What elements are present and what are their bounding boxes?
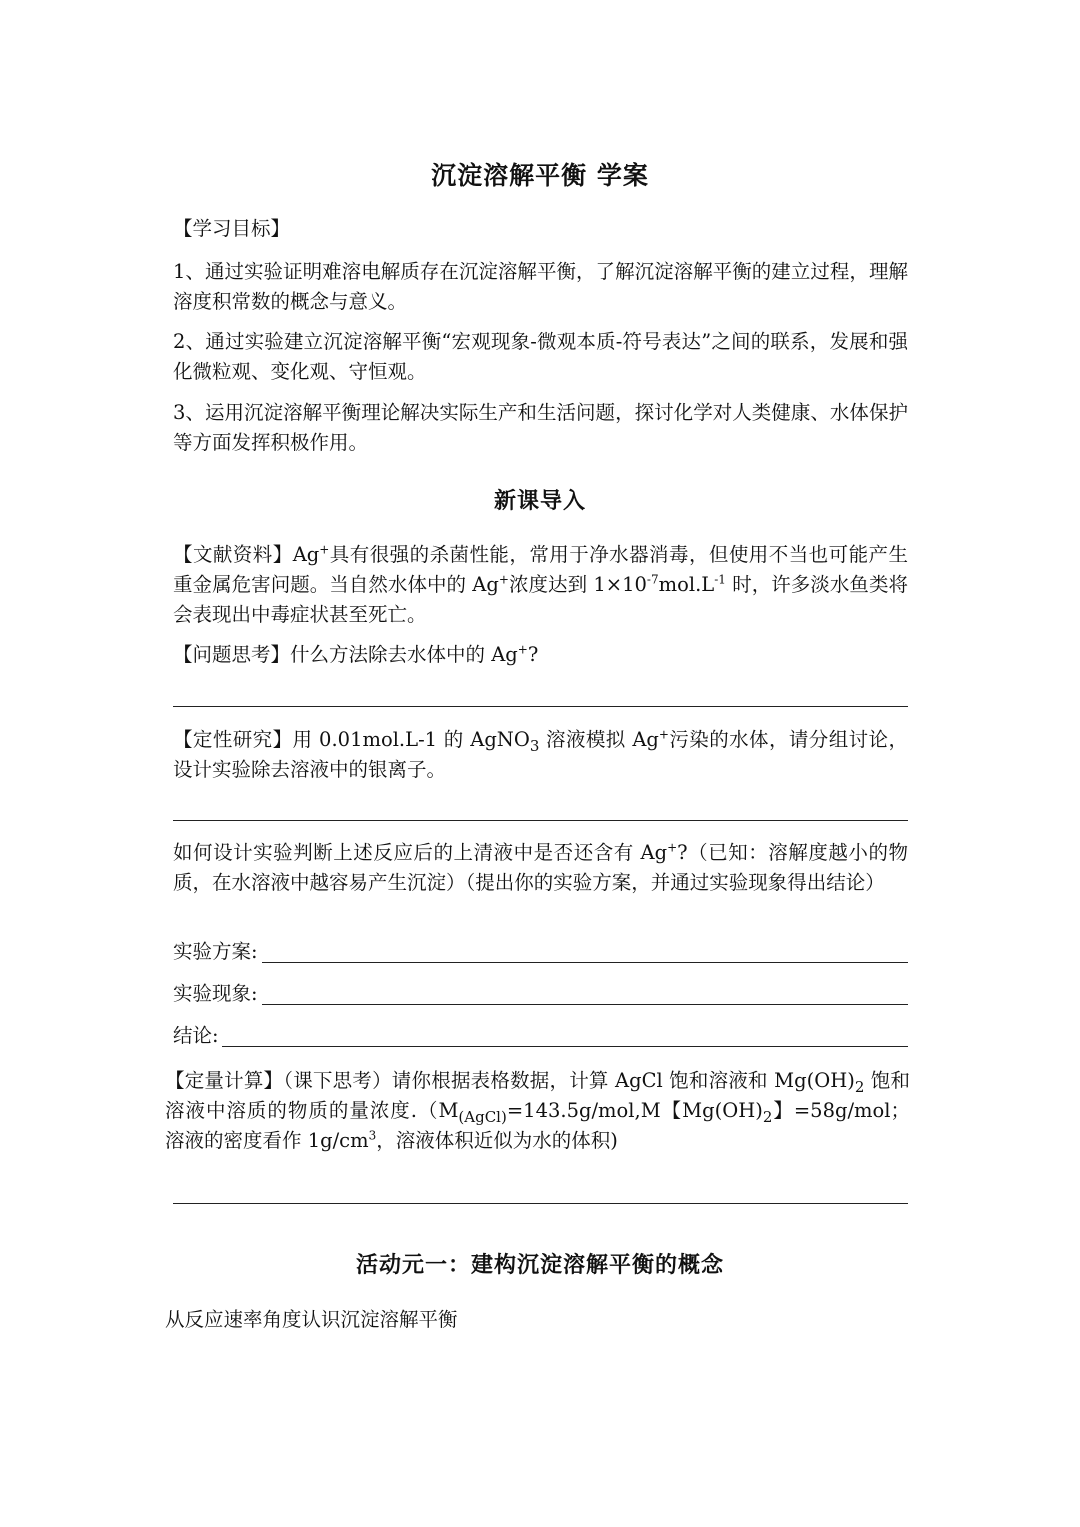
- answer-line-qualitative[interactable]: [173, 820, 908, 821]
- plan-label: 实验方案:: [173, 940, 258, 963]
- objective-item-3: 3、运用沉淀溶解平衡理论解决实际生产和生活问题，探讨化学对人类健康、水体保护等方面发挥积极作用。: [173, 401, 908, 454]
- activity-heading: 活动元一：建构沉淀溶解平衡的概念: [355, 1252, 724, 1278]
- objective-item-1: 1、通过实验证明难溶电解质存在沉淀溶解平衡，了解沉淀溶解平衡的建立过程，理解溶度积常数的概念与意义。: [173, 260, 908, 313]
- conclusion-input-line[interactable]: [222, 1046, 908, 1047]
- objectives-heading: 【学习目标】: [173, 217, 291, 240]
- literature-paragraph: 【文献资料】Ag+具有很强的杀菌性能，常用于净水器消毒，但使用不当也可能产生重金属危害问题。当自然水体中的 Ag+浓度达到 $1\times 10^{-7}mol.L^{-1}$ 时，许多淡水鱼类将会表现出中毒症状甚至死亡。: [173, 542, 908, 626]
- intro-heading: 新课导入: [493, 488, 586, 514]
- question-tag: 【问题思考】: [173, 643, 291, 666]
- quantitative-paragraph: 【定量计算】（课下思考）请你根据表格数据，计算 AgCl 饱和溶液和 $Mg(OH)_2$ 饱和溶液中溶质的物质的量浓度$.(M_{(AgCl)}=143.5g/mol,M$【$Mg(OH)_2$】=58g/mol；溶液的密度看作 $1g/cm^3$，溶液体积近似为水的体积): [165, 1069, 910, 1152]
- phenomenon-label: 实验现象:: [173, 982, 258, 1005]
- conclusion-label: 结论:: [173, 1024, 219, 1047]
- activity-text: 从反应速率角度认识沉淀溶解平衡: [165, 1308, 458, 1331]
- literature-tag: 【文献资料】: [173, 543, 293, 566]
- answer-line-quantitative[interactable]: [173, 1203, 908, 1204]
- qualitative-tag: 【定性研究】: [173, 728, 293, 751]
- quantitative-tag: 【定量计算】: [165, 1069, 284, 1092]
- answer-line-question[interactable]: [173, 706, 908, 707]
- plan-input-line[interactable]: [262, 962, 908, 963]
- phenomenon-input-line[interactable]: [262, 1004, 908, 1005]
- design-paragraph: 如何设计实验判断上述反应后的上清液中是否还含有 Ag+?（已知：溶解度越小的物质，在水溶液中越容易产生沉淀）（提出你的实验方案，并通过实验现象得出结论）: [173, 840, 908, 894]
- question-paragraph: 【问题思考】什么方法除去水体中的 Ag+?: [173, 642, 539, 666]
- qualitative-paragraph: 【定性研究】用 0.01mol.L-1 的 AgNO$_3$ 溶液模拟 Ag+污染的水体，请分组讨论，设计实验除去溶液中的银离子。: [173, 727, 908, 781]
- objective-item-2: 2、通过实验建立沉淀溶解平衡“宏观现象-微观本质-符号表达”之间的联系，发展和强化微粒观、变化观、守恒观。: [173, 330, 908, 383]
- page-title: 沉淀溶解平衡 学案: [431, 161, 649, 190]
